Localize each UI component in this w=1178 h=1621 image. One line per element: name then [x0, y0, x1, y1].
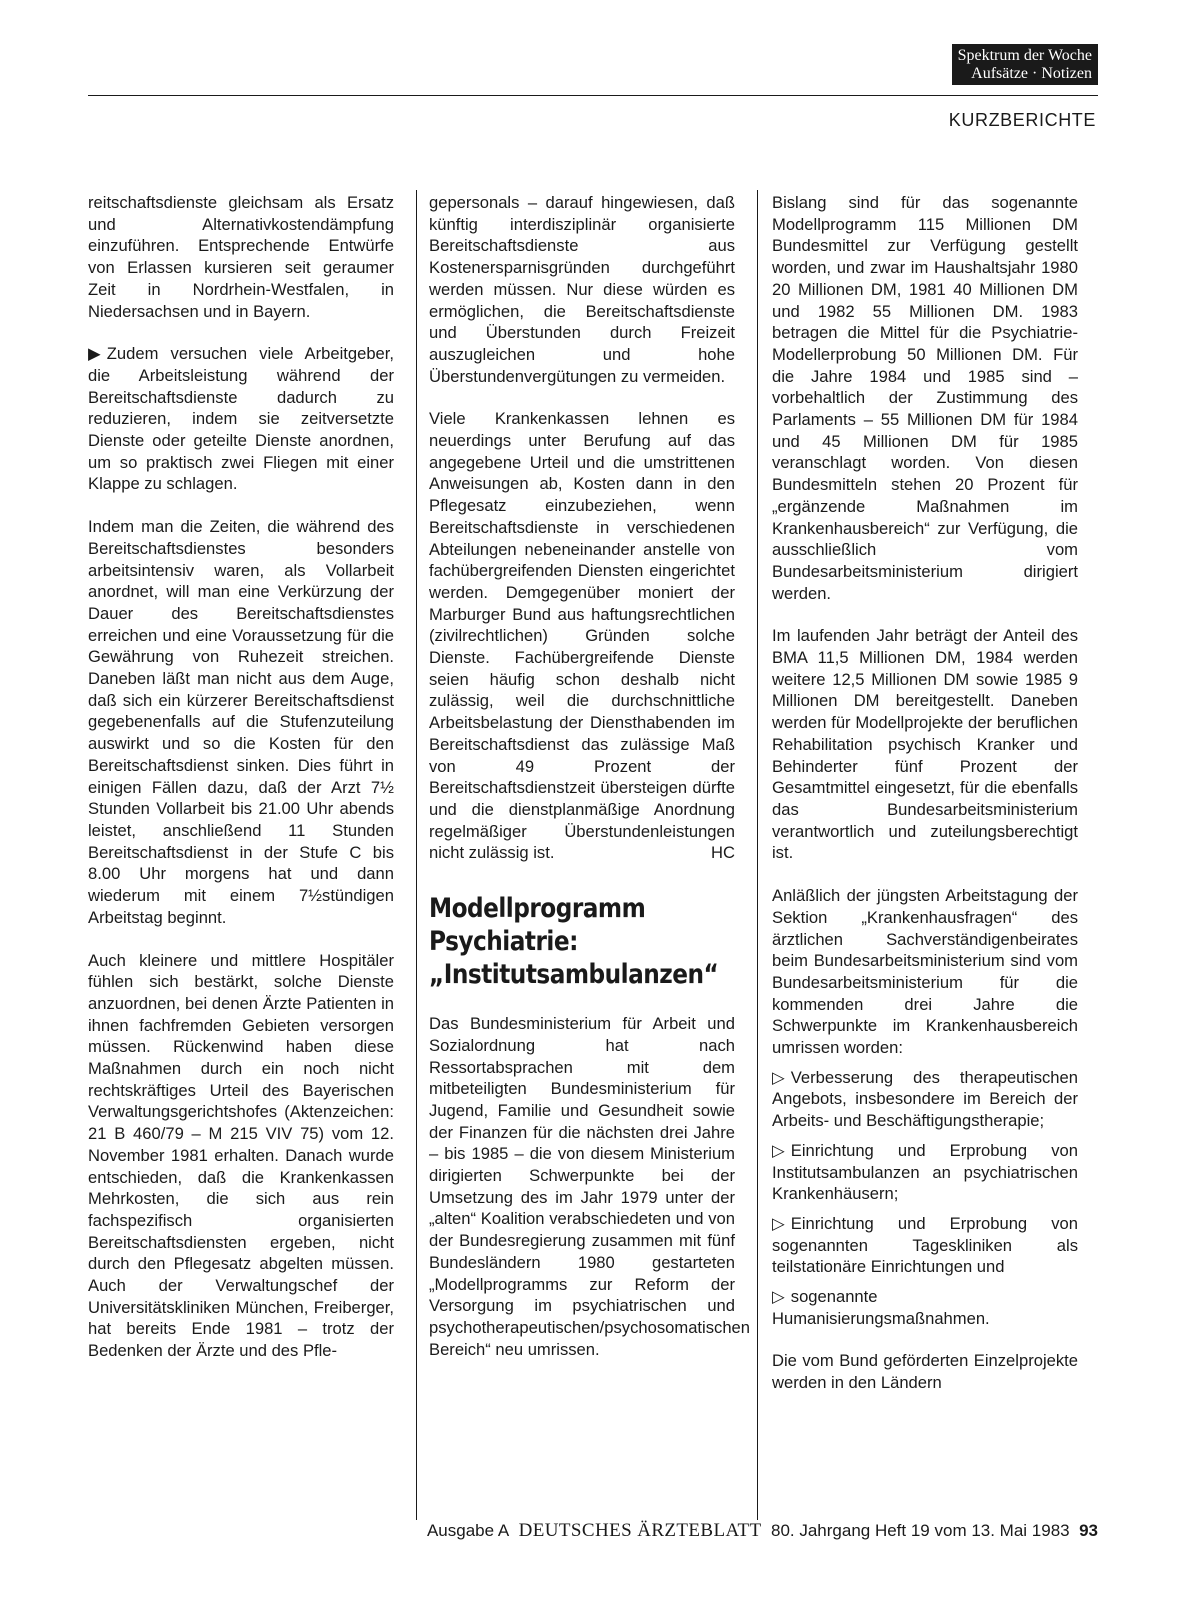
rubric-line-2: Aufsätze · Notizen — [971, 65, 1092, 82]
headline-line-1: Modellprogramm — [429, 893, 646, 925]
paragraph: reitschaftsdienste gleichsam als Ersatz und Alternativkostendämpfung einzuführen. Entsprechende Entwürfe von Erlassen kursieren seit geraumer Zeit in Nordrhein-Westfalen, in Niedersachsen und in Bayern. — [88, 193, 394, 321]
page-footer — [0, 1520, 1098, 1542]
column-3 — [772, 192, 1078, 1415]
list-item — [772, 1067, 1078, 1132]
column-2 — [429, 192, 751, 1381]
arrow-icon: ▶ — [88, 344, 101, 364]
author-initials: HC — [711, 843, 735, 863]
list-item — [772, 1286, 1078, 1329]
paragraph: gepersonals – darauf hingewiesen, daß künftig interdisziplinär organisierte Bereitschaftsdienste aus Kostenersparnisgründen durchgeführt werden müssen. Nur diese würden es ermöglichen, die Bereitschaftsdienste und Überstunden durch Freizeit auszugleichen und hohe Überstundenvergütungen zu vermeiden. — [429, 193, 735, 386]
bullet-triangle-icon: ▷ — [772, 1067, 785, 1087]
list-item-text: Einrichtung und Erprobung von sogenannten Tageskliniken als teilstationäre Einrichtungen und — [772, 1213, 1078, 1277]
footer-magazine: DEUTSCHES ÄRZTEBLATT — [518, 1520, 762, 1541]
footer-issue: 80. Jahrgang Heft 19 vom 13. Mai 1983 — [770, 1521, 1070, 1540]
paragraph: Das Bundesministerium für Arbeit und Sozialordnung hat nach Ressortabsprachen mit dem mitbeteiligten Bundesministerium für Jugend, Familie und Gesundheit sowie der Finanzen für die nächsten drei Jahre – bis 1985 – die von diesem Ministerium dirigierten Schwerpunkte bei der Umsetzung des im Jahr 1979 unter der „alten“ Koalition verabschiedeten und von der Bundesregierung zusammen mit fünf Bundesländern 1980 gestarteten „Modellprogramms zur Reform der Versorgung im psychiatrischen und psychotherapeutischen/psychosomatischen Bereich“ neu umrissen. — [429, 1014, 751, 1359]
page-number: 93 — [1079, 1521, 1098, 1540]
paragraph — [429, 408, 735, 864]
paragraph: Anläßlich der jüngsten Arbeitstagung der Sektion „Krankenhausfragen“ des ärztlichen Sachverständigenbeirates beim Bundesarbeitsministerium sind vom Bundesarbeitsministerium für die kommenden drei Jahre die Schwerpunkte im Krankenhausbereich umrissen worden: — [772, 886, 1078, 1058]
list-item-text: sogenannte Humanisierungsmaßnahmen. — [772, 1287, 990, 1328]
headline-line-3: „Institutsambulanzen“ — [429, 959, 719, 991]
paragraph: Indem man die Zeiten, die während des Bereitschaftsdienstes besonders arbeitsintensiv waren, als Vollarbeit anordnet, will man eine Verkürzung der Dauer des Bereitschaftsdienstes erreichen und eine Voraussetzung für die Gewährung von Ruhezeit streichen. Daneben läßt man nicht aus dem Auge, daß sich ein kürzerer Bereitschaftsdienst gegebenenfalls auf die Stufenzuteilung auswirkt und so die Kosten für den Bereitschaftsdienst sinken. Dies führt in einigen Fällen dazu, daß der Arzt 7½ Stunden Vollarbeit bis 21.00 Uhr abends leistet, anschließend 11 Stunden Bereitschaftsdienst in der Stufe C bis 8.00 Uhr morgens hat und dann wiederum mit einem 7½stündigen Arbeitstag beginnt. — [88, 517, 394, 927]
rubric-line-1: Spektrum der Woche — [957, 47, 1092, 64]
paragraph-text: Viele Krankenkassen lehnen es neuerdings unter Berufung auf das angegebene Urteil und die umstrittenen Anweisungen ab, Kosten dann in den Pflegesatz einzubeziehen, wenn Bereitschaftsdienste in verschiedenen Abteilungen nebeneinander anstelle von fachübergreifenden Diensten eingerichtet werden. Demgegenüber moniert der Marburger Bund aus haftungsrechtlichen (zivilrechtlichen) Gründen solche Dienste. Fachübergreifende Dienste seien häufig schon deshalb nicht zulässig, weil die durchschnittliche Arbeitsbelastung der Diensthabenden im Bereitschaftsdienst das zulässige Maß von 49 Prozent der Bereitschaftsdienstzeit übersteigen dürfte und die dienstplanmäßige Anordnung regelmäßiger Überstundenleistungen nicht zulässig ist. — [429, 409, 735, 863]
bullet-triangle-icon: ▷ — [772, 1213, 785, 1233]
footer-edition: Ausgabe A — [426, 1521, 510, 1540]
section-title: KURZBERICHTE — [948, 110, 1096, 130]
column-divider-2 — [757, 190, 758, 1520]
paragraph: Die vom Bund geförderten Einzelprojekte werden in den Ländern — [772, 1351, 1078, 1393]
paragraph: Bislang sind für das sogenannte Modellprogramm 115 Millionen DM Bundesmittel zur Verfügung gestellt worden, und zwar im Haushaltsjahr 1980 20 Millionen DM, 1981 40 Millionen DM und 1982 55 Millionen DM. 1983 betragen die Mittel für die Psychiatrie-Modellerprobung 50 Millionen DM. Für die Jahre 1984 und 1985 sind – vorbehaltlich der Zustimmung des Parlaments – 55 Millionen DM für 1984 und 45 Millionen DM für 1985 veranschlagt worden. Von diesen Bundesmitteln stehen 20 Prozent für „ergänzende Maßnahmen im Krankenhausbereich“ zur Verfügung, die ausschließlich vom Bundesarbeitsministerium dirigiert werden. — [772, 193, 1078, 603]
list-item — [772, 1140, 1078, 1205]
paragraph — [88, 343, 394, 495]
bullet-triangle-icon: ▷ — [772, 1140, 785, 1160]
headline-line-2: Psychiatrie: — [429, 926, 578, 958]
paragraph-text: Zudem versuchen viele Arbeitgeber, die Arbeitsleistung während der Bereitschaftsdienste dadurch zu reduzieren, indem sie zeitversetzte Dienste oder geteilte Dienste anordnen, um so praktisch zwei Fliegen mit einer Klappe zu schlagen. — [88, 344, 394, 494]
list-item-text: Verbesserung des therapeutischen Angebots, insbesondere im Bereich der Arbeits- und Beschäftigungstherapie; — [772, 1067, 1078, 1131]
article-headline — [429, 892, 739, 991]
header-rule — [88, 95, 1098, 96]
rubric-badge — [952, 44, 1098, 85]
paragraph: Auch kleinere und mittlere Hospitäler fühlen sich bestärkt, solche Dienste anzuordnen, bei denen Ärzte Patienten in ihnen fachfremden Gebieten versorgen müssen. Rückenwind haben diese Maßnahmen durch ein noch nicht rechtskräftiges Urteil des Bayerischen Verwaltungsgerichtshofes (Aktenzeichen: 21 B 460/79 – M 215 VIV 75) vom 12. November 1981 erhalten. Danach wurde entschieden, daß die Krankenkassen Mehrkosten, die sich aus rein fachspezifisch organisierten Bereitschaftsdiensten ergeben, nicht durch den Pflegesatz abgelten müssen. Auch der Verwaltungschef der Universitätskliniken München, Freiberger, hat bereits Ende 1981 – trotz der Bedenken der Ärzte und des Pfle- — [88, 950, 394, 1361]
list-item — [772, 1213, 1078, 1278]
paragraph: Im laufenden Jahr beträgt der Anteil des BMA 11,5 Millionen DM, 1984 werden weitere 12,5 Millionen DM sowie 1985 9 Millionen DM bereitgestellt. Daneben werden für Modellprojekte der beruflichen Rehabilitation psychisch Kranker und Behinderter fünf Prozent der Gesamtmittel eingesetzt, für die ebenfalls das Bundesarbeitsministerium verantwortlich und zuteilungsberechtigt ist. — [772, 626, 1078, 863]
list-item-text: Einrichtung und Erprobung von Institutsambulanzen an psychiatrischen Krankenhäusern; — [772, 1140, 1078, 1204]
bullet-triangle-icon: ▷ — [772, 1287, 785, 1307]
column-divider-1 — [416, 190, 417, 1520]
column-1 — [88, 192, 394, 1383]
